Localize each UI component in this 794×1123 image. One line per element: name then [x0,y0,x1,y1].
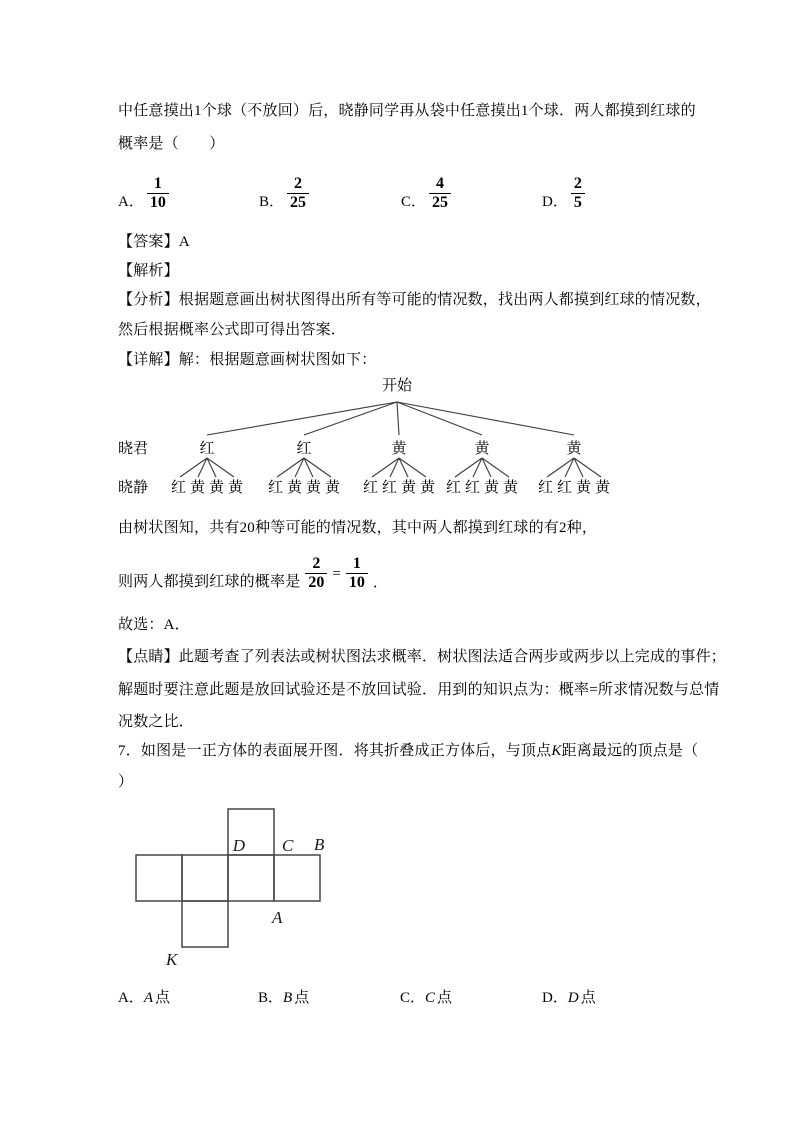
answer-tag: 【答案】 [118,234,179,250]
tree-level2-group [538,479,610,497]
q7-option-c [400,988,452,1008]
q6-fenxi-line-1: 【分析】根据题意画出树状图得出所有等可能的情况数，找出两人都摸到红球的情况数， [118,292,711,308]
fraction-numerator: 2 [312,555,321,572]
tree-leaf: 黄 [503,480,519,496]
q6-option-a [118,170,169,212]
net-label-b: B [314,835,325,854]
tree-leaf: 红 [556,480,572,496]
tree-row-label-2: 晓静 [118,480,149,496]
tree-leaf: 红 [362,480,378,496]
q6-dianjing-line-3: 况数之比． [118,714,195,730]
q7-option-d-label: D． [542,990,568,1006]
q6-option-a-fraction [147,175,169,212]
q6-stem-line-2: 概率是（ ） [118,136,225,152]
fraction-denominator: 10 [147,193,169,212]
q7-option-b [258,988,309,1008]
tree-level2-group [171,479,243,497]
fraction-denominator: 20 [305,573,327,592]
q6-option-d-fraction [571,175,585,212]
tree-leaf: 黄 [209,480,225,496]
tree-leaf: 红 [445,480,461,496]
equals-sign: = [332,566,341,582]
q6-fenxi-line-2: 然后根据概率公式即可得出答案． [118,322,347,338]
tree-row-label-1: 晓君 [118,441,149,457]
fraction-denominator: 25 [429,193,451,212]
q7-stem-line-1 [118,741,698,761]
tree-leaf: 黄 [420,480,436,496]
q7-option-b-letter: B [283,990,293,1006]
q6-option-c-label: C． [401,194,427,210]
tree-leaf: 红 [464,480,480,496]
tree-leaf: 黄 [401,480,417,496]
q7-option-d [542,988,596,1008]
tree-level2-group [268,479,340,497]
q7-option-b-label: B． [258,990,284,1006]
net-label-k: K [166,950,178,969]
tree-leaf: 黄 [595,480,611,496]
fraction-numerator: 1 [153,175,162,192]
tree-leaf: 黄 [325,480,341,496]
q6-option-b [259,170,309,212]
tree-leaf: 黄 [484,480,500,496]
probability-fraction-1 [305,555,327,592]
q7-option-a [118,988,170,1008]
sentence-period: ． [372,575,388,591]
q6-jiexi-tag: 【解析】 [118,263,179,279]
q6-probability-equation [118,549,388,592]
q7-option-d-suffix: 点 [580,990,596,1006]
tree-level2-group [363,479,435,497]
q6-option-a-label: A． [118,194,144,210]
q7-option-a-suffix: 点 [155,990,171,1006]
q7-stem-vertex-k: K [551,743,562,759]
tree-level2-group [446,479,518,497]
q6-xiangjie-line: 【详解】解：根据题意画树状图如下： [118,352,377,368]
tree-leaf: 黄 [306,480,322,496]
fraction-denominator: 5 [571,193,585,212]
tree-leaf: 黄 [576,480,592,496]
q6-dianjing-line-2: 解题时要注意此题是放回试验还是不放回试验．用到的知识点为：概率=所求情况数与总情 [118,682,720,698]
q7-option-a-letter: A [143,990,154,1006]
q7-option-b-suffix: 点 [294,990,310,1006]
q6-option-c [401,170,451,212]
q7-stem-after-k: 距离最远的顶点是（ [561,743,699,759]
probability-fraction-2 [346,555,368,592]
tree-root: 开始 [381,378,413,394]
net-label-d: D [232,836,245,855]
fraction-denominator: 25 [287,193,309,212]
cube-net-diagram [130,800,330,975]
tree-level1-node: 黄 [566,441,582,457]
q7-option-c-label: C． [400,990,426,1006]
tree-level1-node: 红 [199,441,215,457]
tree-leaf: 黄 [228,480,244,496]
tree-leaf: 黄 [286,480,302,496]
q7-stem-before-k: 7．如图是一正方体的表面展开图．将其折叠成正方体后，与顶点 [118,743,552,759]
tree-leaf: 红 [537,480,553,496]
q6-option-d [542,170,585,212]
tree-level1-node: 黄 [474,441,490,457]
fraction-numerator: 4 [436,175,445,192]
q6-conclusion-line: 由树状图知，共有20种等可能的情况数，其中两人都摸到红球的有2种， [118,520,598,536]
fraction-denominator: 10 [346,573,368,592]
tree-leaf: 黄 [189,480,205,496]
answer-value: A [178,234,190,250]
q7-option-c-suffix: 点 [437,990,453,1006]
probability-prefix: 则两人都摸到红球的概率是 [118,574,301,590]
q7-option-c-letter: C [425,990,436,1006]
tree-leaf: 红 [267,480,283,496]
q6-option-c-fraction [429,175,451,212]
q6-option-d-label: D． [542,194,568,210]
net-label-c: C [282,836,294,855]
q7-option-d-letter: D [567,990,579,1006]
tree-level1-node: 黄 [391,441,407,457]
q6-dianjing-line-1: 【点睛】此题考查了列表法或树状图法求概率．树状图法适合两步或两步以上完成的事件； [118,649,727,665]
fraction-numerator: 2 [294,175,303,192]
fraction-numerator: 2 [573,175,582,192]
q6-answer-line [118,232,190,252]
tree-leaf: 红 [170,480,186,496]
fraction-numerator: 1 [352,555,361,572]
q6-choose-line: 故选：A． [118,617,190,633]
tree-leaf: 红 [381,480,397,496]
q7-option-a-label: A． [118,990,144,1006]
q7-stem-line-2: ） [118,774,134,790]
q6-option-b-fraction [287,175,309,212]
tree-level1-node: 红 [296,441,312,457]
q6-option-b-label: B． [259,194,285,210]
net-label-a: A [272,908,283,927]
q6-stem-line-1: 中任意摸出1个球（不放回）后，晓静同学再从袋中任意摸出1个球．两人都摸到红球的 [118,103,696,119]
